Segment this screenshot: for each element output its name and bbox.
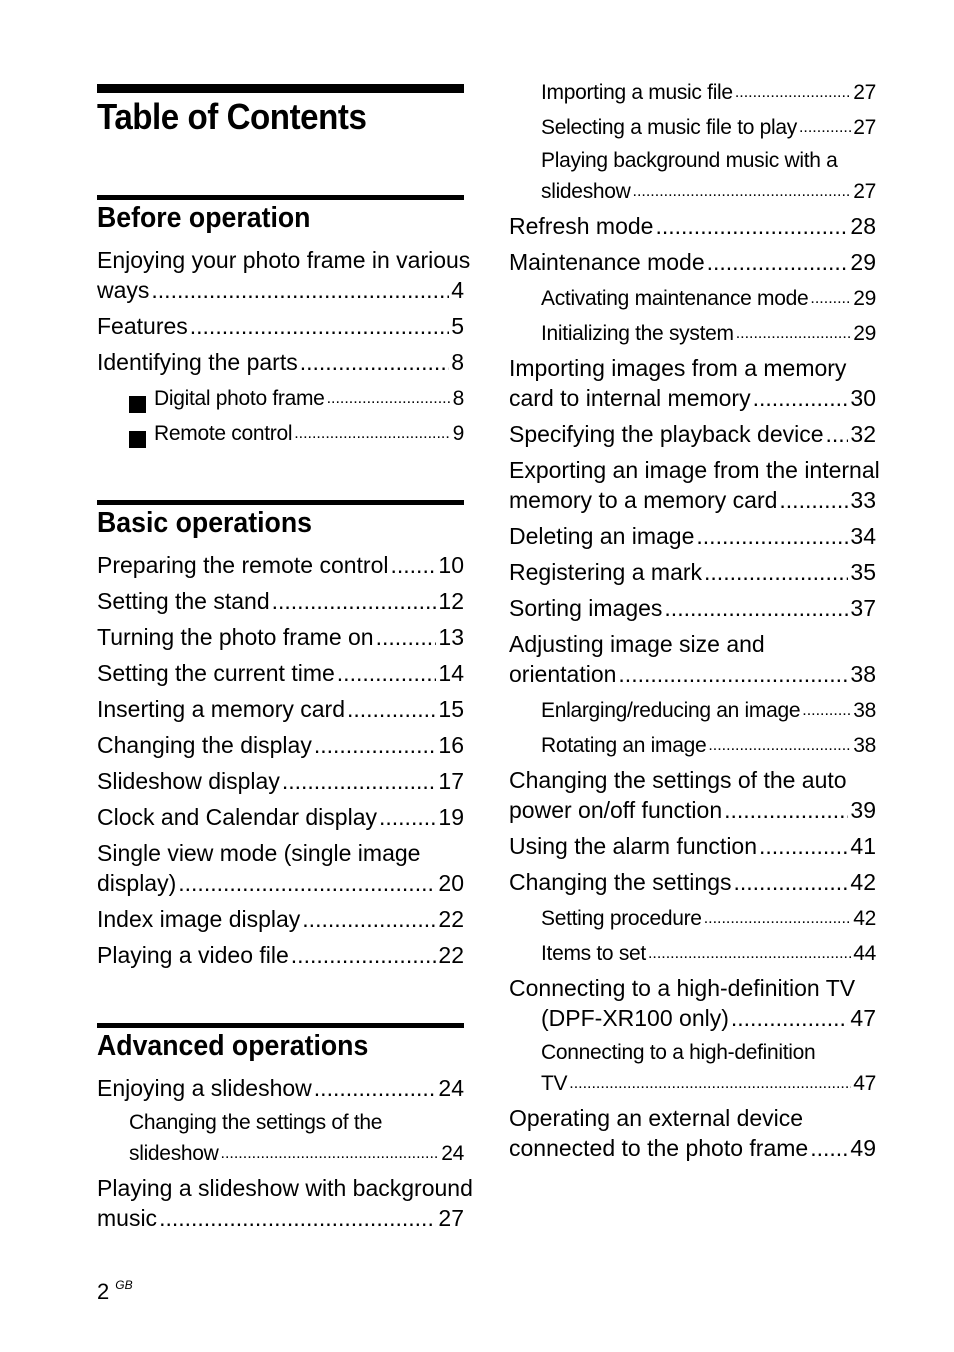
toc-entry[interactable] xyxy=(509,554,876,590)
page-title: Table of Contents xyxy=(97,96,367,137)
toc-entry-page: 29 xyxy=(853,322,876,345)
toc-entry-label-line1: Exporting an image from the internal xyxy=(509,457,880,483)
toc-entry-label: Sorting images xyxy=(509,595,663,621)
toc-entry-label: Remote control xyxy=(154,422,293,445)
toc-entry[interactable] xyxy=(97,799,464,835)
section-before-operation xyxy=(97,195,471,450)
toc-entry-label: Registering a mark xyxy=(509,559,703,585)
dot-leader xyxy=(826,419,849,449)
toc-entry-page: 42 xyxy=(853,907,876,930)
toc-entry-label: Initializing the system xyxy=(541,322,734,345)
toc-entry[interactable] xyxy=(509,970,876,1036)
dot-leader xyxy=(159,1203,436,1233)
toc-entry[interactable] xyxy=(509,416,876,452)
toc-entry-label: (DPF-XR100 only) xyxy=(541,1005,729,1031)
toc-entry[interactable] xyxy=(97,691,464,727)
dot-leader xyxy=(664,593,848,623)
dot-leader xyxy=(779,485,848,515)
dot-leader xyxy=(302,904,436,934)
toc-entry-page: 19 xyxy=(438,804,464,830)
dot-leader xyxy=(151,275,449,305)
right-column xyxy=(509,74,880,1166)
dot-leader xyxy=(314,1073,437,1103)
toc-entry[interactable] xyxy=(509,626,876,692)
toc-entry-page: 22 xyxy=(438,942,464,968)
dot-leader xyxy=(759,831,848,861)
dot-leader xyxy=(618,659,848,689)
toc-entry-label-line1: Adjusting image size and xyxy=(509,631,765,657)
toc-entry-label: Setting procedure xyxy=(541,907,702,930)
toc-entry-label: Clock and Calendar display xyxy=(97,804,377,830)
dot-leader xyxy=(707,247,849,277)
toc-entry-page: 8 xyxy=(451,349,464,375)
toc-entry-label: Turning the photo frame on xyxy=(97,624,374,650)
dot-leader xyxy=(314,730,437,760)
toc-entry-label: memory to a memory card xyxy=(509,487,778,513)
toc-entry-label: Importing a music file xyxy=(541,81,733,104)
page-number-value: 2 xyxy=(97,1279,110,1304)
dot-leader xyxy=(569,1067,851,1098)
toc-entry-page: 41 xyxy=(850,833,876,859)
toc-entry[interactable] xyxy=(97,835,464,901)
section-title: Advanced operations xyxy=(97,1030,369,1062)
toc-entry-page: 42 xyxy=(850,869,876,895)
left-column xyxy=(97,84,473,1236)
toc-entry-label: Selecting a music file to play xyxy=(541,116,797,139)
toc-entry-label: Changing the settings xyxy=(509,869,732,895)
dot-leader xyxy=(347,694,436,724)
toc-entry-label: Identifying the parts xyxy=(97,349,298,375)
toc-entry[interactable] xyxy=(509,762,876,828)
toc-entry-label-line1: Operating an external device xyxy=(509,1105,804,1131)
toc-entry-label: card to internal memory xyxy=(509,385,751,411)
toc-entry-label-line1: Changing the settings of the xyxy=(129,1111,383,1134)
toc-entry-label: Index image display xyxy=(97,906,301,932)
toc-entry-page: 47 xyxy=(853,1072,876,1095)
square-bullet-icon xyxy=(129,431,146,448)
toc-entry-page: 20 xyxy=(438,870,464,896)
toc-entry[interactable] xyxy=(97,763,464,799)
dot-leader xyxy=(731,1003,849,1033)
region-code: GB xyxy=(115,1278,133,1292)
toc-entry-page: 32 xyxy=(850,421,876,447)
toc-entry-label: connected to the photo frame xyxy=(509,1135,809,1161)
square-bullet-icon xyxy=(129,396,146,413)
toc-entry[interactable] xyxy=(97,1170,473,1236)
section-title: Basic operations xyxy=(97,507,312,539)
toc-entry-page: 27 xyxy=(853,180,876,203)
toc-entry-label: Enjoying a slideshow xyxy=(97,1075,312,1101)
toc-entry[interactable] xyxy=(97,1070,464,1106)
dot-leader xyxy=(300,347,449,377)
toc-entry-page: 30 xyxy=(850,385,876,411)
toc-entry-page: 10 xyxy=(438,552,464,578)
dot-leader xyxy=(724,795,848,825)
toc-subentry[interactable] xyxy=(509,935,876,970)
toc-entry-page: 29 xyxy=(853,287,876,310)
toc-entry-label: Using the alarm function xyxy=(509,833,758,859)
toc-entry[interactable] xyxy=(97,655,464,691)
toc-entry-label-line1: Connecting to a high-definition TV xyxy=(509,975,856,1001)
toc-entry[interactable] xyxy=(97,547,464,583)
toc-entry-label: Items to set xyxy=(541,942,646,965)
toc-entry-page: 4 xyxy=(451,277,464,303)
toc-entry-label: Features xyxy=(97,313,188,339)
toc-entry-label: Inserting a memory card xyxy=(97,696,345,722)
dot-leader xyxy=(272,586,437,616)
toc-subentry[interactable] xyxy=(509,900,876,935)
dot-leader xyxy=(190,311,449,341)
dot-leader xyxy=(734,867,849,897)
toc-entry-label: Refresh mode xyxy=(509,213,654,239)
toc-entry[interactable] xyxy=(97,583,464,619)
toc-entry-page: 22 xyxy=(438,906,464,932)
toc-entry[interactable] xyxy=(509,452,880,518)
toc-entry-page: 9 xyxy=(452,422,464,445)
dot-leader xyxy=(735,76,851,107)
toc-subentry[interactable] xyxy=(97,1106,464,1170)
toc-entry-page: 44 xyxy=(853,942,876,965)
toc-entry-page: 24 xyxy=(438,1075,464,1101)
dot-leader xyxy=(708,729,851,760)
toc-entry[interactable] xyxy=(97,937,464,973)
toc-subentry[interactable] xyxy=(97,380,464,415)
dot-leader xyxy=(736,317,852,348)
dot-leader xyxy=(327,382,451,413)
toc-entry-page: 14 xyxy=(438,660,464,686)
toc-entry[interactable] xyxy=(97,308,464,344)
toc-entry-page: 13 xyxy=(438,624,464,650)
dot-leader xyxy=(294,417,450,448)
toc-entry-page: 37 xyxy=(850,595,876,621)
toc-entry-page: 5 xyxy=(451,313,464,339)
toc-subentry[interactable] xyxy=(509,280,876,315)
page-number xyxy=(97,1278,133,1305)
toc-subentry[interactable] xyxy=(509,727,876,762)
toc-entry[interactable] xyxy=(509,590,876,626)
dot-leader xyxy=(696,521,848,551)
dot-leader xyxy=(633,175,852,206)
toc-entry[interactable] xyxy=(509,864,876,900)
toc-entry-label-line1: Playing background music with a xyxy=(541,149,838,172)
toc-entry-label: Deleting an image xyxy=(509,523,695,549)
dot-leader xyxy=(704,902,852,933)
toc-entry[interactable] xyxy=(97,242,471,308)
dot-leader xyxy=(376,622,437,652)
toc-entry-label-line1: Enjoying your photo frame in various xyxy=(97,247,471,273)
toc-entry-label: slideshow xyxy=(129,1142,219,1165)
toc-entry-label: Digital photo frame xyxy=(154,387,325,410)
toc-entry-page: 38 xyxy=(850,661,876,687)
toc-entry-page: 38 xyxy=(853,699,876,722)
toc-entry-page: 38 xyxy=(853,734,876,757)
dot-leader xyxy=(337,658,437,688)
toc-entry-label: Enlarging/reducing an image xyxy=(541,699,801,722)
toc-entry-label-line1: Changing the settings of the auto xyxy=(509,767,847,793)
toc-entry-label: Setting the current time xyxy=(97,660,335,686)
dot-leader xyxy=(810,1133,848,1163)
dot-leader xyxy=(391,550,437,580)
toc-entry[interactable] xyxy=(509,244,876,280)
toc-entry[interactable] xyxy=(509,1100,876,1166)
toc-entry-label: Slideshow display xyxy=(97,768,280,794)
title-rule xyxy=(97,84,464,145)
toc-entry-label: orientation xyxy=(509,661,617,687)
toc-entry-page: 28 xyxy=(850,213,876,239)
dot-leader xyxy=(379,802,436,832)
toc-entry-label: Specifying the playback device xyxy=(509,421,824,447)
toc-subentry[interactable] xyxy=(509,144,876,208)
toc-entry[interactable] xyxy=(97,727,464,763)
toc-entry-page: 47 xyxy=(850,1005,876,1031)
dot-leader xyxy=(178,868,436,898)
toc-entry-label: TV xyxy=(541,1072,568,1095)
section-title: Before operation xyxy=(97,202,311,234)
section-advanced-operations xyxy=(97,1023,473,1236)
toc-entry-label: music xyxy=(97,1205,158,1231)
dot-leader xyxy=(810,282,851,313)
dot-leader xyxy=(648,937,851,968)
toc-entry-page: 8 xyxy=(452,387,464,410)
toc-subentry[interactable] xyxy=(509,692,876,727)
toc-entry-label: slideshow xyxy=(541,180,631,203)
toc-entry-page: 49 xyxy=(850,1135,876,1161)
toc-entry-page: 16 xyxy=(438,732,464,758)
section-basic-operations xyxy=(97,500,464,973)
toc-subentry[interactable] xyxy=(509,109,876,144)
toc-entry-label: Activating maintenance mode xyxy=(541,287,809,310)
toc-subentry[interactable] xyxy=(509,315,876,350)
toc-entry-page: 15 xyxy=(438,696,464,722)
toc-entry-page: 24 xyxy=(441,1142,464,1165)
toc-entry-page: 12 xyxy=(438,588,464,614)
toc-subentry[interactable] xyxy=(97,415,464,450)
dot-leader xyxy=(655,211,848,241)
dot-leader xyxy=(753,383,849,413)
dot-leader xyxy=(799,111,851,142)
toc-entry-label-line1: Playing a slideshow with background xyxy=(97,1175,473,1201)
toc-entry-page: 39 xyxy=(850,797,876,823)
toc-subentry[interactable] xyxy=(509,74,876,109)
toc-entry-label: Maintenance mode xyxy=(509,249,705,275)
toc-entry[interactable] xyxy=(97,901,464,937)
dot-leader xyxy=(802,694,851,725)
toc-entry[interactable] xyxy=(509,350,876,416)
toc-entry-page: 27 xyxy=(438,1205,464,1231)
toc-entry-page: 29 xyxy=(850,249,876,275)
toc-entry-label-line1: Single view mode (single image xyxy=(97,840,421,866)
dot-leader xyxy=(291,940,437,970)
toc-entry-page: 34 xyxy=(850,523,876,549)
toc-entry-page: 27 xyxy=(853,116,876,139)
toc-entry-page: 27 xyxy=(853,81,876,104)
dot-leader xyxy=(282,766,437,796)
toc-entry-label: power on/off function xyxy=(509,797,723,823)
toc-entry-label-line1: Connecting to a high-definition xyxy=(541,1041,816,1064)
toc-entry[interactable] xyxy=(509,518,876,554)
dot-leader xyxy=(221,1137,440,1168)
toc-entry-page: 35 xyxy=(850,559,876,585)
toc-entry-label: display) xyxy=(97,870,177,896)
toc-entry[interactable] xyxy=(97,344,464,380)
toc-entry[interactable] xyxy=(97,619,464,655)
toc-entry-label: Setting the stand xyxy=(97,588,270,614)
toc-entry-page: 33 xyxy=(850,487,876,513)
toc-entry-label: Playing a video file xyxy=(97,942,289,968)
dot-leader xyxy=(704,557,848,587)
toc-entry-label: Changing the display xyxy=(97,732,312,758)
toc-entry-label-line1: Importing images from a memory xyxy=(509,355,847,381)
toc-entry[interactable] xyxy=(509,208,876,244)
toc-entry-label: Preparing the remote control xyxy=(97,552,389,578)
toc-entry-page: 17 xyxy=(438,768,464,794)
toc-entry-label: ways xyxy=(97,277,150,303)
toc-entry[interactable] xyxy=(509,828,876,864)
toc-entry-label: Rotating an image xyxy=(541,734,707,757)
toc-subentry[interactable] xyxy=(509,1036,876,1100)
